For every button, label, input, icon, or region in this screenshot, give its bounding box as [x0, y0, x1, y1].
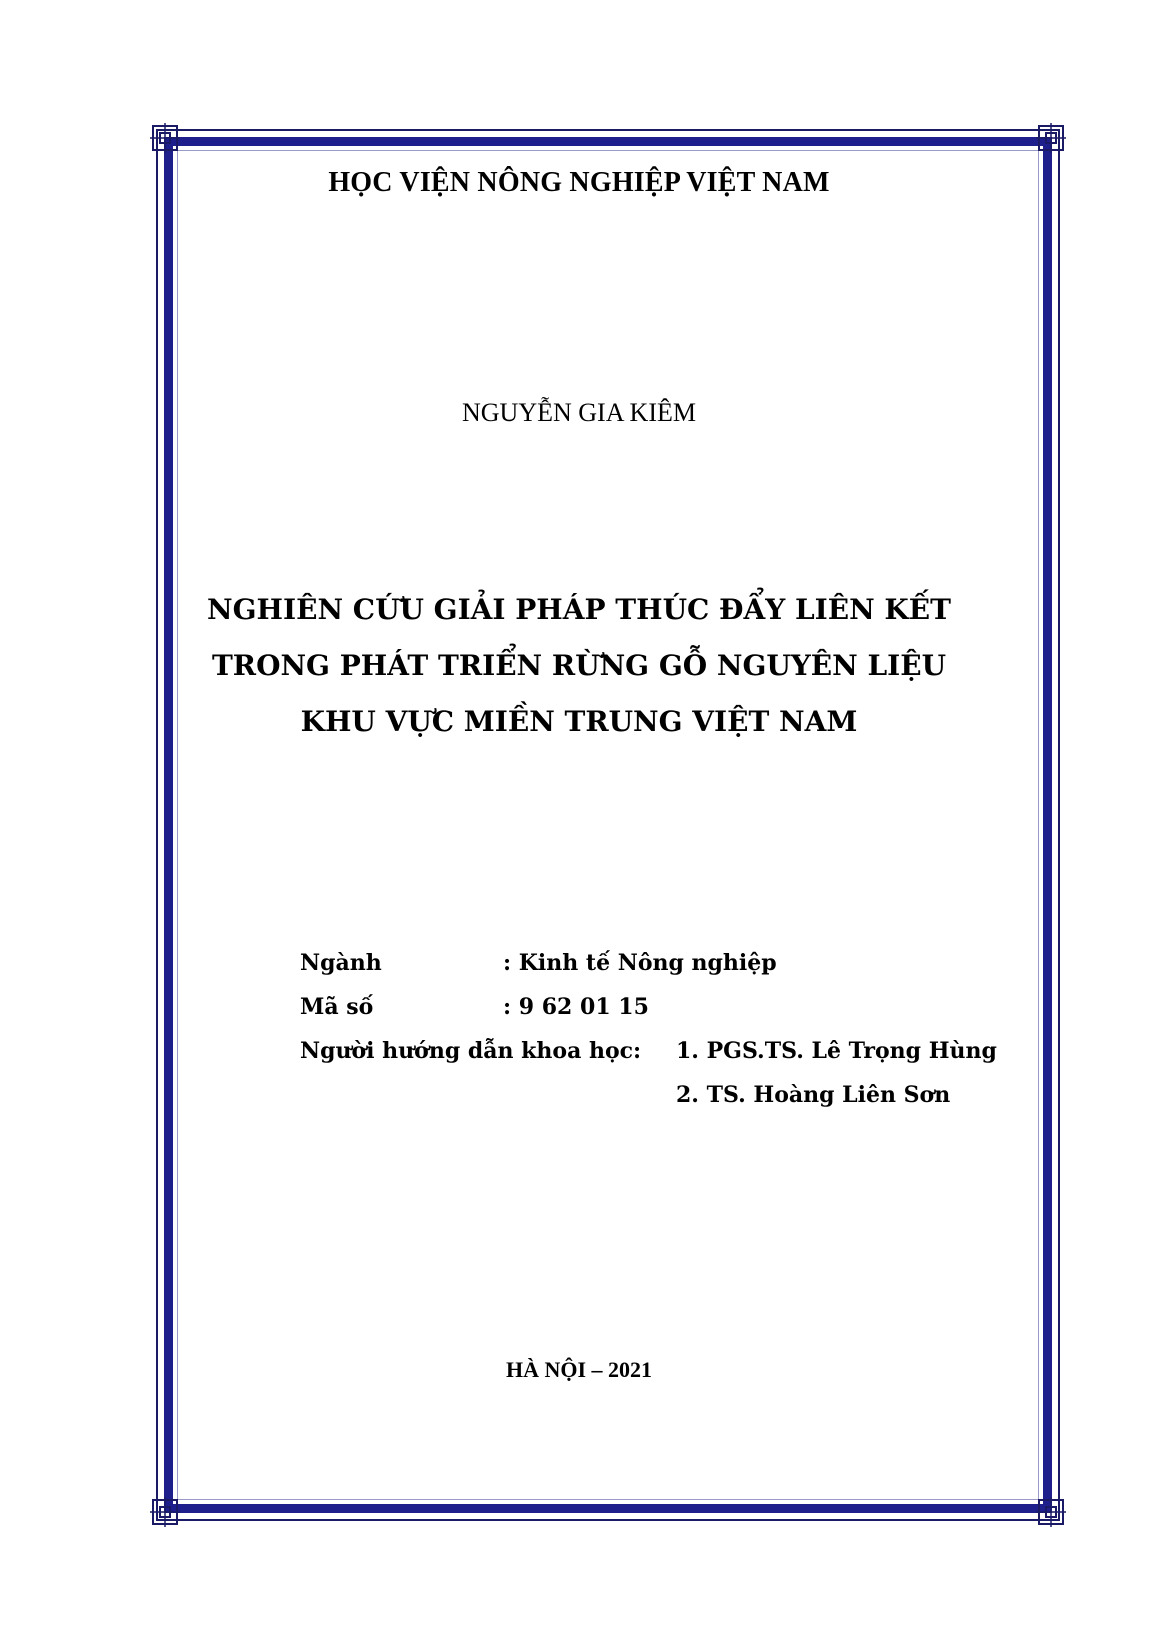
thesis-title-line: NGHIÊN CỨU GIẢI PHÁP THÚC ĐẨY LIÊN KẾT: [207, 593, 951, 626]
code-value: : 9 62 01 15: [503, 994, 649, 1020]
thesis-title-line: KHU VỰC MIỀN TRUNG VIỆT NAM: [300, 705, 858, 738]
major-value: : Kinh tế Nông nghiệp: [503, 950, 777, 976]
advisor-2: 2. TS. Hoàng Liên Sơn: [676, 1082, 951, 1108]
place-date: HÀ NỘI – 2021: [505, 1357, 653, 1382]
corner-ornament-bottom-left: [150, 1497, 180, 1527]
thesis-title-line: TRONG PHÁT TRIỂN RỪNG GỖ NGUYÊN LIỆU: [211, 649, 947, 682]
advisor-1: 1. PGS.TS. Lê Trọng Hùng: [676, 1038, 997, 1064]
corner-ornament-top-right: [1036, 123, 1066, 153]
corner-ornament-top-left: [150, 123, 180, 153]
corner-ornament-bottom-right: [1036, 1497, 1066, 1527]
author-name: NGUYỄN GIA KIÊM: [462, 398, 696, 427]
advisor-label: Người hướng dẫn khoa học:: [300, 1038, 642, 1064]
code-label: Mã số: [300, 994, 374, 1020]
institution-name: HỌC VIỆN NÔNG NGHIỆP VIỆT NAM: [328, 167, 830, 198]
thesis-title: [0, 582, 1158, 750]
page-border-inner: [177, 150, 1039, 1500]
major-label: Ngành: [300, 950, 382, 976]
